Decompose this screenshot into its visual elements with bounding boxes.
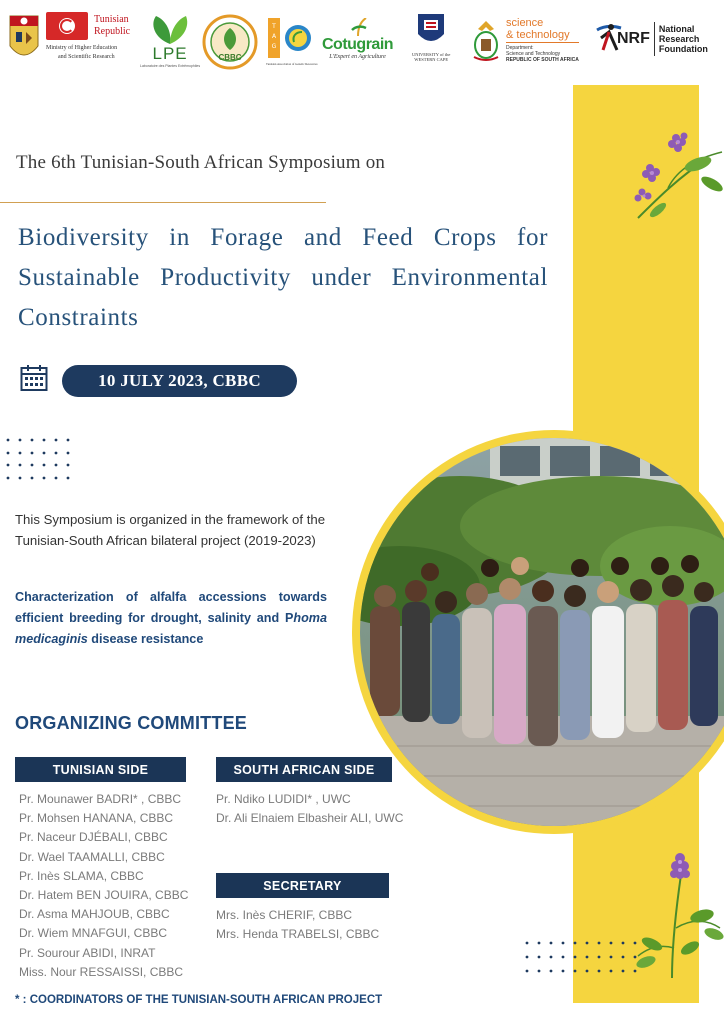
dst-science-text: science [506, 17, 544, 29]
alfalfa-flower-illustration [628, 128, 724, 224]
project-title-initial: P [285, 611, 294, 625]
tasg-subtitle: Tunisian Association of Genetic Resources [266, 62, 318, 66]
uwc-text-line2: WESTERN CAPE [414, 57, 449, 62]
uwc-text-line1: UNIVERSITY of the [412, 52, 451, 57]
coordinators-footnote: * : COORDINATORS OF THE TUNISIAN-SOUTH AFRICAN PROJECT [15, 994, 383, 1006]
wheat-icon [338, 18, 378, 36]
lpe-logo [140, 14, 200, 68]
lpe-subtitle: Laboratoire des Plantes Extrêmophiles [140, 64, 201, 68]
tunisian-members-list [19, 790, 188, 982]
nrf-line2: Research [658, 34, 700, 44]
cbbc-logo-text: CBBC [218, 53, 242, 62]
svg-text:T: T [272, 23, 276, 30]
member-item: Pr. Naceur DJÉBALI, CBBC [19, 830, 168, 845]
tasg-logo [266, 14, 322, 66]
leaf-icon [144, 14, 196, 44]
main-title: Biodiversity in Forage and Feed Crops for Sustainable Productivity under Environmental Constraints [18, 224, 548, 331]
calendar-icon [20, 364, 48, 392]
secretary-members-list [216, 906, 379, 944]
member-item: Dr. Ali Elnaiem Elbasheir ALI, UWC [216, 811, 404, 826]
cotugrain-tagline: L'Expert en Agriculture [329, 54, 386, 60]
tunisia-coat-of-arms-logo [6, 10, 42, 66]
symposium-title: The 6th Tunisian-South African Symposium on [16, 152, 386, 173]
uwc-logo [412, 12, 450, 62]
lpe-text: LPE [152, 44, 188, 63]
cbbc-logo [202, 14, 258, 70]
intro-paragraph: This Symposium is organized in the framework of the Tunisian-South African bilateral project (2019-2023) [15, 512, 326, 548]
dst-technology-text: & technology [506, 29, 579, 43]
member-item: Pr. Ndiko LUDIDI* , UWC [216, 792, 351, 806]
nrf-mark-text: NRF [617, 30, 650, 47]
dst-department-label: Department: [506, 45, 534, 51]
logo-ministry-line2: and Scientific Research [58, 54, 115, 60]
dst-department-name: Science and Technology [506, 51, 561, 57]
member-item: Dr. Asma MAHJOUB, CBBC [19, 907, 170, 922]
project-title-end: disease resistance [87, 632, 204, 646]
event-date-badge: 10 JULY 2023, CBBC [62, 365, 297, 397]
member-item: Dr. Hatem BEN JOUIRA, CBBC [19, 888, 189, 903]
ministry-logo [46, 12, 130, 62]
project-title-italic: homa medicaginis [15, 611, 327, 646]
dot-grid-right [524, 940, 648, 988]
dot-grid-left-top [6, 438, 76, 456]
sa-coat-of-arms-icon [470, 19, 502, 63]
nrf-logo [595, 22, 708, 56]
organizing-committee-title: ORGANIZING COMMITTEE [15, 713, 247, 733]
tunisia-flag-icon [46, 12, 88, 40]
member-item: Pr. Mohsen HANANA, CBBC [19, 811, 174, 826]
member-item: Pr. Inès SLAMA, CBBC [19, 868, 144, 883]
logo-republic-text: Republic [94, 26, 131, 37]
member-item: Pr. Sourour ABIDI, INRAT [19, 945, 156, 960]
member-item: Miss. Nour RESSAISSI, CBBC [19, 964, 184, 979]
project-title [15, 587, 327, 650]
member-item: Dr. Wael TAAMALLI, CBBC [19, 849, 165, 864]
svg-text:G: G [271, 43, 277, 50]
clover-flower-illustration [632, 848, 724, 978]
cotugrain-text: Cotugrain [322, 36, 394, 53]
dst-logo [470, 18, 579, 63]
logo-tunisian-text: Tunisian [94, 14, 129, 25]
title-divider [0, 202, 326, 203]
south-african-members-list [216, 790, 403, 828]
dst-country: REPUBLIC OF SOUTH AFRICA [506, 57, 579, 63]
nrf-line1: National [658, 24, 695, 34]
tunisian-side-heading: TUNISIAN SIDE [15, 757, 186, 782]
dot-grid-left-bottom [6, 463, 76, 481]
svg-text:A: A [271, 33, 277, 40]
logo-ministry-line1: Ministry of Higher Education [46, 45, 118, 51]
nrf-line3: Foundation [658, 44, 708, 54]
member-item: Mrs. Inès CHERIF, CBBC [216, 908, 353, 922]
secretary-heading: SECRETARY [216, 873, 389, 898]
project-title-text: Characterization of alfalfa accessions towards efficient breeding for drought, salinity and [15, 590, 327, 625]
cotugrain-logo [322, 18, 393, 60]
group-photo [340, 426, 724, 846]
member-item: Pr. Mounawer BADRI* , CBBC [19, 792, 182, 806]
south-african-side-heading: SOUTH AFRICAN SIDE [216, 757, 392, 782]
member-item: Mrs. Henda TRABELSI, CBBC [216, 927, 380, 942]
member-item: Dr. Wiem MNAFGUI, CBBC [19, 926, 168, 941]
